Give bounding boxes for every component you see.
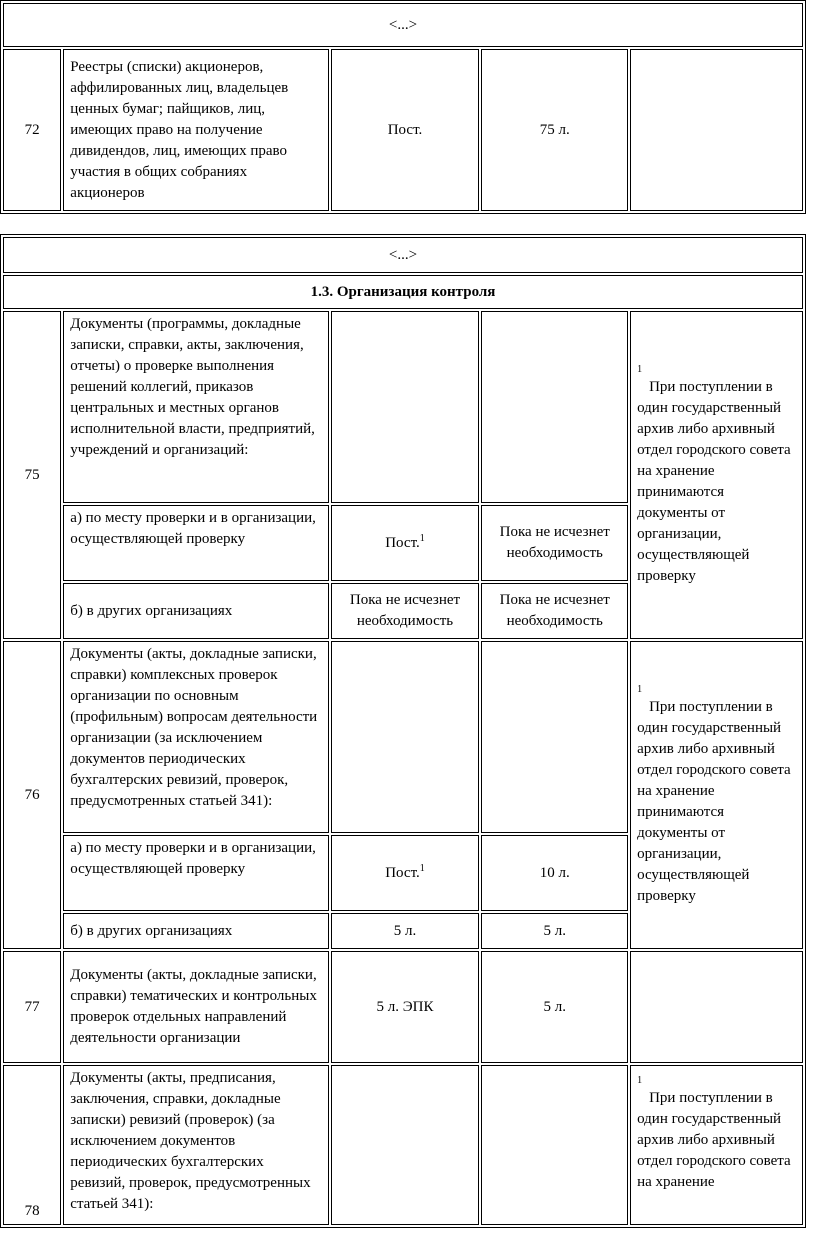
note-cell bbox=[630, 49, 803, 211]
storage-term-2 bbox=[481, 1065, 628, 1225]
storage-term-1 bbox=[331, 311, 480, 503]
table-row bbox=[3, 3, 803, 47]
footnote-text: При поступлении в один государственный архив либо архивный отдел городского совета на хранение принимаются документы от организации, осуществляющей проверку bbox=[637, 699, 791, 904]
storage-term-2: 5 л. bbox=[481, 951, 628, 1063]
storage-term-2: 5 л. bbox=[481, 913, 628, 949]
storage-term-2: 75 л. bbox=[481, 49, 628, 211]
storage-term-1: Пока не исчезнет необходимость bbox=[331, 583, 480, 639]
ellipsis-cell: <...> bbox=[3, 3, 803, 47]
table-row bbox=[3, 311, 803, 503]
footnote-mark: 1 bbox=[637, 684, 643, 695]
storage-term-2 bbox=[481, 311, 628, 503]
row-description: Документы (акты, предписания, заключения, справки, докладные записки) ревизий (проверок) (за исключением документов периодических бухгалтерских ревизий, проверок, предусмотренных статьей 341): bbox=[63, 1065, 328, 1225]
storage-term-1: 5 л. bbox=[331, 913, 480, 949]
row-number: 78 bbox=[3, 1065, 61, 1225]
storage-term-1: Пост.$^1$ bbox=[331, 835, 480, 911]
table-upper bbox=[0, 0, 806, 214]
table-row bbox=[3, 641, 803, 833]
table-row bbox=[3, 275, 803, 309]
note-cell bbox=[630, 641, 803, 949]
note-cell bbox=[630, 1065, 803, 1225]
row-number: 72 bbox=[3, 49, 61, 211]
table-row bbox=[3, 237, 803, 273]
footnote-text: При поступлении в один государственный архив либо архивный отдел городского совета на хранение bbox=[637, 1090, 791, 1190]
row-description: Реестры (списки) акционеров, аффилированных лиц, владельцев ценных бумаг; пайщиков, лиц, имеющих право на получение дивидендов, лиц, имеющих право участия в общих собраниях акционеров bbox=[63, 49, 328, 211]
storage-term-1 bbox=[331, 641, 480, 833]
storage-term-1: Пост. bbox=[331, 49, 480, 211]
section-title: 1.3. Организация контроля bbox=[3, 275, 803, 309]
table-lower bbox=[0, 234, 806, 1228]
subitem-b: б) в других организациях bbox=[63, 583, 328, 639]
note-cell bbox=[630, 311, 803, 639]
storage-term-1: 5 л. ЭПК bbox=[331, 951, 480, 1063]
storage-term-2 bbox=[481, 641, 628, 833]
footnote-text: При поступлении в один государственный архив либо архивный отдел городского совета на хранение принимаются документы от организации, осуществляющей проверку bbox=[637, 379, 791, 584]
row-number: 76 bbox=[3, 641, 61, 949]
storage-term-2: Пока не исчезнет необходимость bbox=[481, 583, 628, 639]
note-cell bbox=[630, 951, 803, 1063]
row-number: 77 bbox=[3, 951, 61, 1063]
subitem-b: б) в других организациях bbox=[63, 913, 328, 949]
row-description: Документы (акты, докладные записки, справки) тематических и контрольных проверок отдельных направлений деятельности организации bbox=[63, 951, 328, 1063]
footnote-ref: 1 bbox=[419, 532, 425, 544]
footnote-ref: 1 bbox=[419, 862, 425, 874]
ellipsis-cell: <...> bbox=[3, 237, 803, 273]
storage-term-1 bbox=[331, 1065, 480, 1225]
footnote-mark: 1 bbox=[637, 1075, 643, 1086]
row-number: 75 bbox=[3, 311, 61, 639]
row-description: Документы (программы, докладные записки, справки, акты, заключения, отчеты) о проверке выполнения решений коллегий, приказов центральных и местных органов исполнительной власти, предприятий, учреждений и организаций: bbox=[63, 311, 328, 503]
subitem-a: а) по месту проверки и в организации, осуществляющей проверку bbox=[63, 835, 328, 911]
storage-term-2: 10 л. bbox=[481, 835, 628, 911]
subitem-a: а) по месту проверки и в организации, осуществляющей проверку bbox=[63, 505, 328, 581]
row-description: Документы (акты, докладные записки, справки) комплексных проверок организации по основным (профильным) вопросам деятельности организации (за исключением документов периодических бухгалтерских ревизий, проверок, предусмотренных статьей 341): bbox=[63, 641, 328, 833]
table-row bbox=[3, 951, 803, 1063]
table-row bbox=[3, 1065, 803, 1225]
table-row bbox=[3, 49, 803, 211]
footnote-mark: 1 bbox=[637, 364, 643, 375]
storage-term-1: Пост.$^1$ bbox=[331, 505, 480, 581]
storage-term-2: Пока не исчезнет необходимость bbox=[481, 505, 628, 581]
